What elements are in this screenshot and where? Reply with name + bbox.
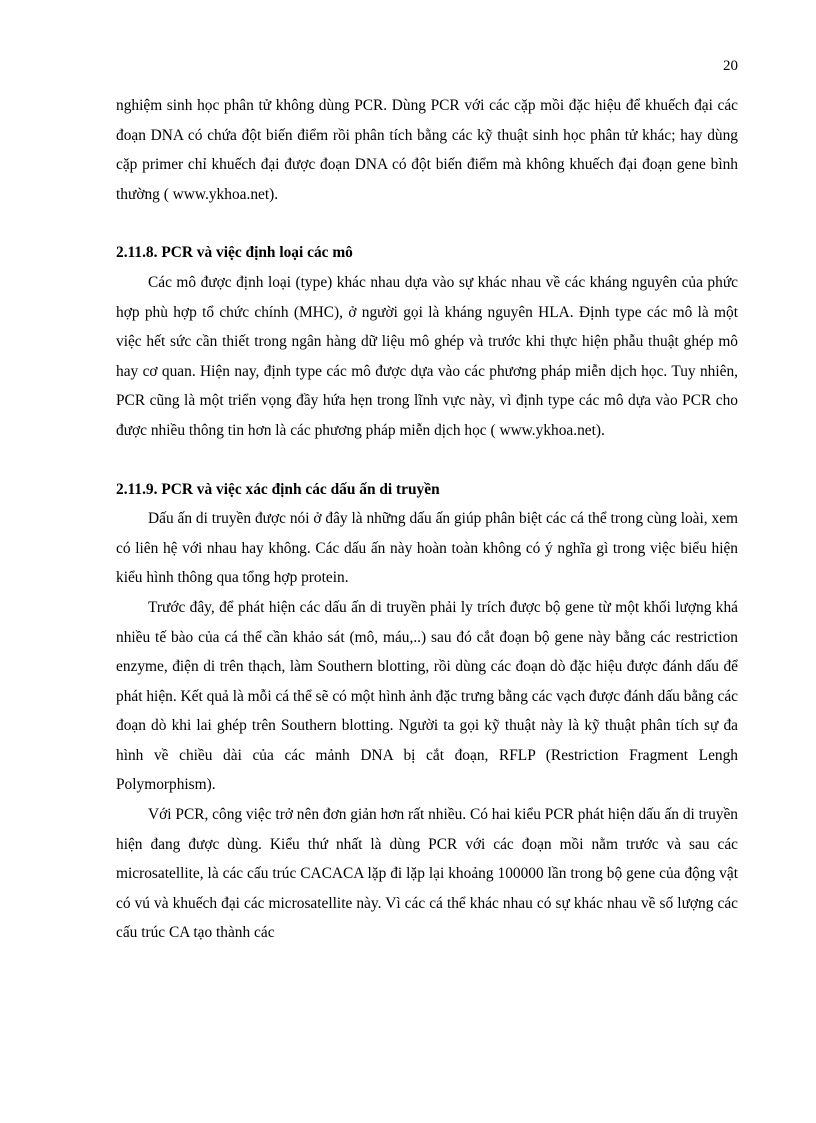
document-body <box>116 91 738 948</box>
section-2-11-9-paragraph: Dấu ấn di truyền được nói ở đây là những dấu ấn giúp phân biệt các cá thể trong cùng loài, xem có liên hệ với nhau hay không. Các dấu ấn này hoàn toàn không có ý nghĩa gì trong việc biểu hiện kiểu hình thông qua tổng hợp protein. <box>116 510 738 587</box>
page-number: 20 <box>723 58 738 74</box>
section-2-11-9-paragraph: Trước đây, để phát hiện các dấu ấn di truyền phải ly trích được bộ gene từ một khối lượng khá nhiều tế bào của cá thể cần khảo sát (mô, máu,..) sau đó cắt đoạn bộ gene này bằng các restriction enzyme, điện di trên thạch, làm Southern blotting, rồi dùng các đoạn dò đặc hiệu được đánh dấu để phát hiện. Kết quả là mỗi cá thể sẽ có một hình ảnh đặc trưng bằng các vạch được đánh dấu bằng các đoạn dò khi lai ghép trên Southern blotting. Người ta gọi kỹ thuật này là kỹ thuật phân tích sự đa hình về chiều dài của các mảnh DNA bị cắt đoạn, RFLP (Restriction Fragment Lengh Polymorphism). <box>116 598 738 794</box>
section-2-11-9-paragraph: Với PCR, công việc trở nên đơn giản hơn rất nhiều. Có hai kiểu PCR phát hiện dấu ấn di truyền hiện đang được dùng. Kiểu thứ nhất là dùng PCR với các đoạn mồi nằm trước và sau các microsatellite, là các cấu trúc CACACA lặp đi lặp lại khoảng 100000 lần trong bộ gene của động vật có vú và khuếch đại các microsatellite này. Vì các cá thể khác nhau có sự khác nhau về số lượng các cấu trúc CA tạo thành các <box>116 806 738 942</box>
section-spacer <box>116 209 738 238</box>
section-2-11-8-paragraph: Các mô được định loại (type) khác nhau dựa vào sự khác nhau về các kháng nguyên của phức hợp phù hợp tổ chức chính (MHC), ở người gọi là kháng nguyên HLA. Định type các mô là một việc hết sức cần thiết trong ngân hàng dữ liệu mô ghép và trước khi thực hiện phẫu thuật ghép mô hay cơ quan. Hiện nay, định type các mô được dựa vào các phương pháp miễn dịch học. Tuy nhiên, PCR cũng là một triển vọng đầy hứa hẹn trong lĩnh vực này, vì định type các mô dựa vào PCR cho được nhiều thông tin hơn là các phương pháp miễn dịch học ( www.ykhoa.net). <box>116 273 738 439</box>
section-spacer <box>116 446 738 475</box>
intro-paragraph: nghiệm sinh học phân tử không dùng PCR. Dùng PCR với các cặp mồi đặc hiệu để khuếch đại các đoạn DNA có chứa đột biến điểm rồi phân tích bằng các kỹ thuật sinh học phân tử khác; hay dùng cặp primer chỉ khuếch đại được đoạn DNA có đột biến điểm mà không khuếch đại đoạn gene bình thường ( www.ykhoa.net). <box>116 97 738 203</box>
section-heading-2-11-8: 2.11.8. PCR và việc định loại các mô <box>116 244 353 262</box>
section-heading-2-11-9: 2.11.9. PCR và việc xác định các dấu ấn di truyền <box>116 480 440 498</box>
